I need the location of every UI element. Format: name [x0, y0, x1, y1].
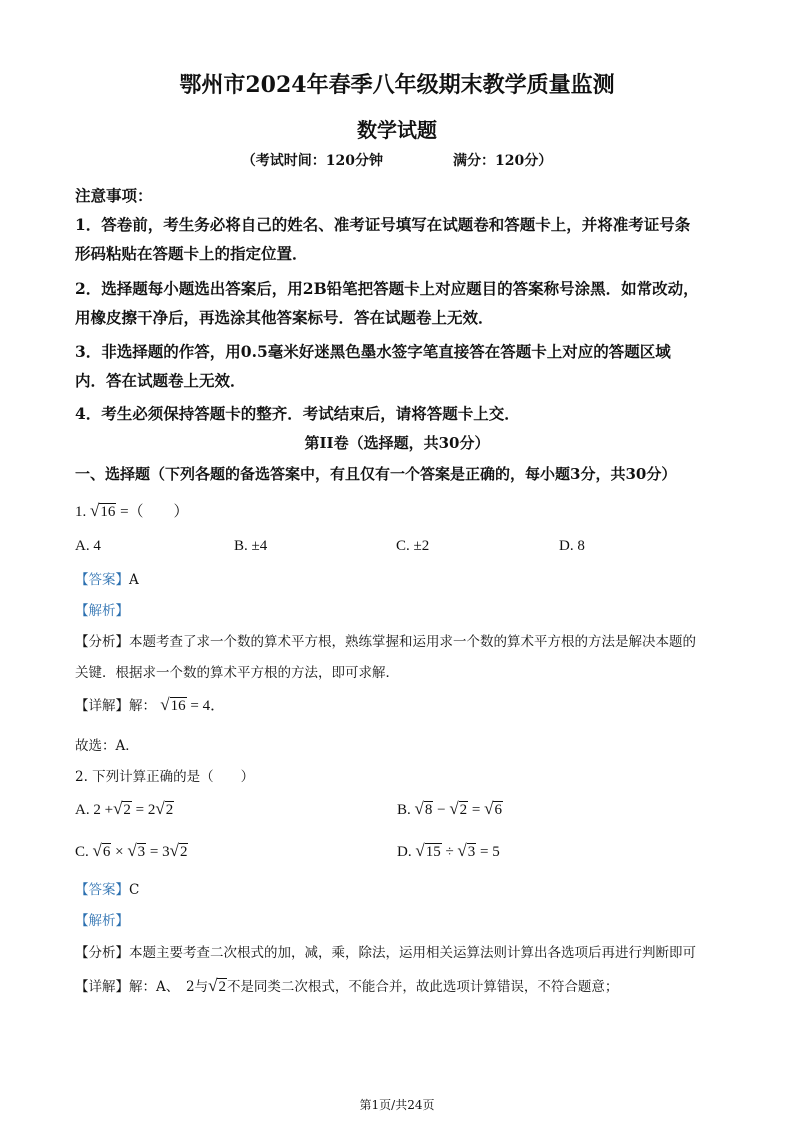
q2-answer: 【答案】C — [75, 882, 140, 898]
section-title: 第II卷（选择题，共30分） — [304, 434, 490, 452]
q1-choose: 故选：A． — [75, 738, 139, 754]
q2-option-d: D. √15 ÷ √3 = 5 — [397, 841, 500, 860]
q2-option-b: B. √8 − √2 = √6 — [397, 799, 502, 818]
exam-meta — [0, 150, 794, 170]
q1-detail: 【详解】解： √16 = 4． — [75, 695, 226, 714]
page-number: 第1页/共24页 — [359, 1098, 435, 1112]
note-3a: 3．非选择题的作答，用0.5毫米好迷黑色墨水签字笔直接答在答题卡上对应的答题区域 — [75, 342, 671, 361]
q1-sqrt: √16 — [90, 501, 116, 520]
q1-option-b: B. ±4 — [234, 538, 268, 554]
q1-answer: 【答案】A — [75, 572, 139, 588]
section-instruction: 一、选择题（下列各题的备选答案中，有且仅有一个答案是正确的，每小题3分，共30分） — [75, 465, 677, 483]
exam-time: （考试时间：120分钟 — [241, 153, 383, 169]
exam-subtitle: 数学试题 — [357, 118, 437, 142]
q2-fenxi: 【分析】本题主要考查二次根式的加，减，乘，除法，运用相关运算法则计算出各选项后再进行判断即可 — [75, 945, 696, 961]
q1-option-a: A. 4 — [75, 538, 101, 554]
q2-stem: 2. 下列计算正确的是（ ） — [75, 769, 255, 785]
note-4: 4．考生必须保持答题卡的整齐．考试结束后，请将答题卡上交． — [75, 404, 520, 423]
exam-title: 鄂州市2024年春季八年级期末教学质量监测 — [179, 72, 615, 98]
q1-option-c: C. ±2 — [396, 538, 430, 554]
q1-option-d: D. 8 — [559, 538, 585, 554]
notes-heading: 注意事项： — [75, 186, 153, 205]
q2-option-a: A. 2 +√2 = 2√2 — [75, 799, 174, 818]
note-1b: 形码粘贴在答题卡上的指定位置． — [75, 244, 308, 263]
q2-option-c: C. √6 × √3 = 3√2 — [75, 841, 188, 860]
note-1a: 1．答卷前，考生务必将自己的姓名、准考证号填写在试题卷和答题卡上，并将准考证号条 — [75, 215, 691, 234]
q1-analysis-tag: 【解析】 — [75, 603, 129, 619]
note-2a: 2．选择题每小题选出答案后，用2B铅笔把答题卡上对应题目的答案称号涂黑．如常改动， — [75, 279, 699, 298]
exam-score: 满分：120分） — [453, 153, 553, 169]
note-2b: 用橡皮擦干净后，再选涂其他答案标号．答在试题卷上无效． — [75, 308, 494, 327]
q2-detail: 【详解】解：A、 2与√2不是同类二次根式，不能合并，故此选项计算错误，不符合题意； — [75, 976, 619, 995]
q2-analysis-tag: 【解析】 — [75, 913, 129, 929]
note-3b: 内．答在试题卷上无效． — [75, 371, 246, 390]
q1-stem: 1. √16 =（ ） — [75, 501, 189, 520]
q1-fenxi-cont: 关键．根据求一个数的算术平方根的方法，即可求解． — [75, 665, 399, 681]
q1-fenxi: 【分析】本题考查了求一个数的算术平方根，熟练掌握和运用求一个数的算术平方根的方法是解决本题的 — [75, 634, 696, 650]
